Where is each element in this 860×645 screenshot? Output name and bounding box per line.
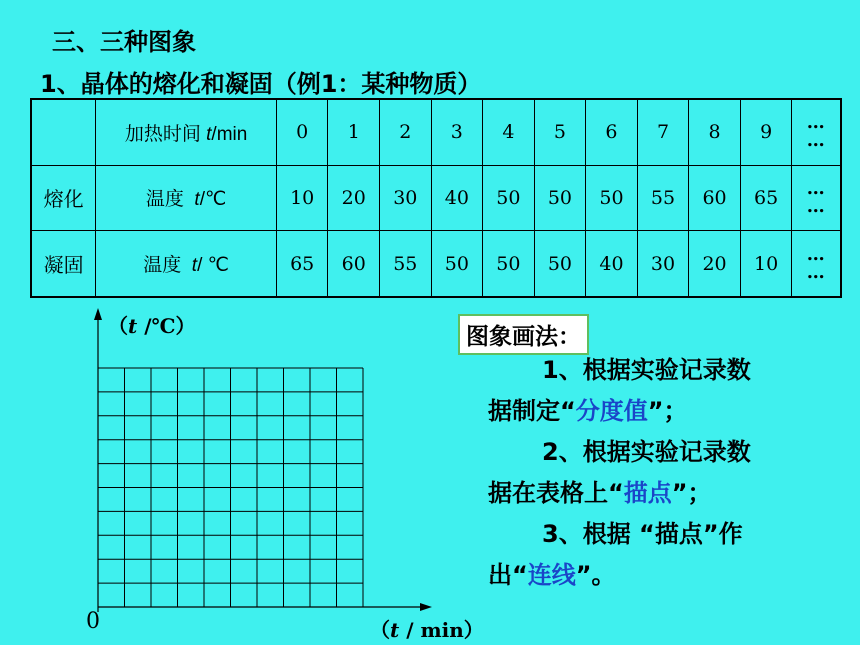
time-cell: 5	[534, 99, 586, 165]
value-cell: 30	[637, 231, 689, 297]
temperature-header-cell: 温度 t/ ℃	[96, 231, 277, 297]
time-cell: 1	[328, 99, 380, 165]
value-cell: 30	[380, 165, 432, 230]
highlight-plot-points: 描点	[623, 479, 672, 507]
graph-grid	[98, 368, 363, 607]
value-cell: 20	[689, 231, 741, 297]
value-cell: 50	[534, 231, 586, 297]
slide-subheading: 1、晶体的熔化和凝固（例1：某种物质）	[40, 70, 482, 98]
solidifying-row	[31, 231, 841, 297]
time-cell: 0	[276, 99, 328, 165]
value-cell: 65	[740, 165, 792, 230]
value-cell: 20	[328, 165, 380, 230]
x-axis-arrow	[420, 603, 432, 611]
time-cell: 4	[483, 99, 535, 165]
value-cell: 55	[380, 231, 432, 297]
value-cell: 60	[328, 231, 380, 297]
ellipsis-cell: … …	[792, 99, 841, 165]
time-cell: 8	[689, 99, 741, 165]
time-header-cell: 加热时间 t/min	[96, 99, 277, 165]
highlight-connect-line: 连线	[527, 561, 576, 589]
value-cell: 55	[637, 165, 689, 230]
value-cell: 65	[276, 231, 328, 297]
data-table	[30, 98, 842, 298]
slide-heading: 三、三种图象	[52, 28, 196, 56]
value-cell: 10	[740, 231, 792, 297]
time-cell: 7	[637, 99, 689, 165]
row-label-solidifying: 凝固	[31, 231, 96, 297]
value-cell: 50	[483, 231, 535, 297]
time-cell: 2	[380, 99, 432, 165]
value-cell: 50	[431, 231, 483, 297]
method-step-3: 3、根据 “描点”作 出“连线”。	[488, 520, 743, 589]
origin-label: 0	[86, 609, 100, 634]
ellipsis-cell: … …	[792, 231, 841, 297]
table-corner-cell	[31, 99, 96, 165]
temperature-header-cell: 温度 t/℃	[96, 165, 277, 230]
y-axis-arrow	[94, 308, 102, 320]
x-axis-label: （t / min）	[370, 618, 484, 642]
y-axis-label: （t /℃）	[108, 314, 196, 338]
blank-graph	[80, 300, 440, 630]
value-cell: 10	[276, 165, 328, 230]
method-title: 图象画法：	[458, 314, 589, 355]
value-cell: 60	[689, 165, 741, 230]
method-step-2: 2、根据实验记录数 据在表格上“描点”；	[488, 438, 751, 507]
value-cell: 50	[586, 165, 638, 230]
highlight-scale-value: 分度值	[575, 397, 648, 425]
time-cell: 3	[431, 99, 483, 165]
value-cell: 40	[431, 165, 483, 230]
time-cell: 6	[586, 99, 638, 165]
method-step-1: 1、根据实验记录数 据制定“分度值”；	[488, 356, 751, 425]
table-header-row	[31, 99, 841, 165]
melting-row	[31, 165, 841, 230]
value-cell: 50	[534, 165, 586, 230]
time-cell: 9	[740, 99, 792, 165]
row-label-melting: 熔化	[31, 165, 96, 230]
ellipsis-cell: … …	[792, 165, 841, 230]
value-cell: 50	[483, 165, 535, 230]
value-cell: 40	[586, 231, 638, 297]
